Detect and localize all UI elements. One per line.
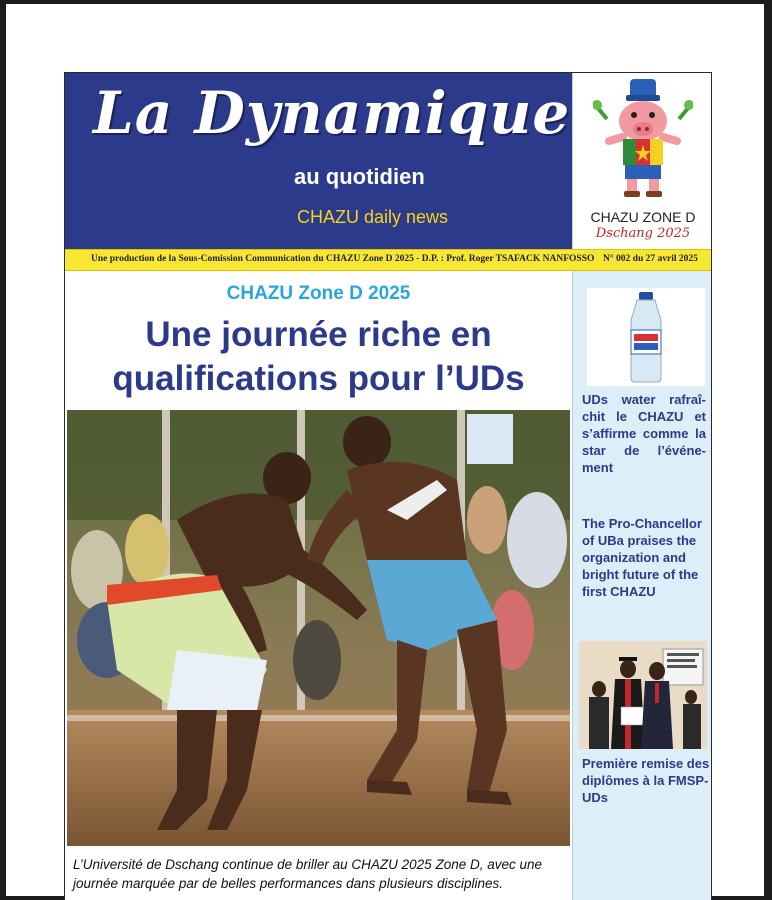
mascot-script: Dschang 2025 [595, 226, 691, 241]
mascot-icon [593, 77, 693, 217]
graduation-photo [579, 641, 707, 749]
newspaper-front-page [64, 72, 712, 900]
sidebar-story-graduation: Première remise des diplômes à la FMSP-UDs [582, 756, 710, 805]
page-background [6, 4, 764, 896]
masthead [65, 73, 572, 249]
sidebar-story-pro-chancellor: The Pro-Chancellor of UBa praises the organization and bright future of the first CHAZU [582, 516, 702, 599]
sidebar-story-water: UDs water rafraî-chit le CHAZU et s’affirme comme la star de l’événe-ment [582, 392, 706, 475]
water-bottle-icon [587, 288, 705, 386]
newspaper-tagline: CHAZU daily news [297, 207, 449, 227]
sidebar-column [572, 271, 712, 900]
story-kicker: CHAZU Zone D 2025 [226, 283, 411, 304]
graduation-ceremony-image [579, 641, 707, 749]
mascot-logo [572, 73, 712, 249]
wrestling-photo [67, 410, 570, 846]
issue-number: N° 002 du 27 avril 2025 [603, 254, 698, 264]
newspaper-subtitle: au quotidien [294, 164, 425, 189]
water-bottle-image [587, 288, 705, 386]
mascot-label: CHAZU ZONE D [590, 209, 696, 225]
wrestling-scene-image [67, 410, 570, 846]
credits-line: Une production de la Sous-Comission Communication du CHAZU Zone D 2025 - D.P. : Prof. Roger TSAFACK NANFOSSO [91, 254, 595, 264]
story-headline: Une journée riche en qualifications pour l’UDs [112, 315, 525, 398]
main-story [65, 271, 572, 900]
newspaper-title: La Dynamique [93, 79, 571, 147]
photo-caption: L’Université de Dschang continue de briller au CHAZU 2025 Zone D, avec une journée marquée par de belles performances dans plusieurs disciplines. [73, 857, 543, 891]
info-bar [65, 249, 712, 271]
